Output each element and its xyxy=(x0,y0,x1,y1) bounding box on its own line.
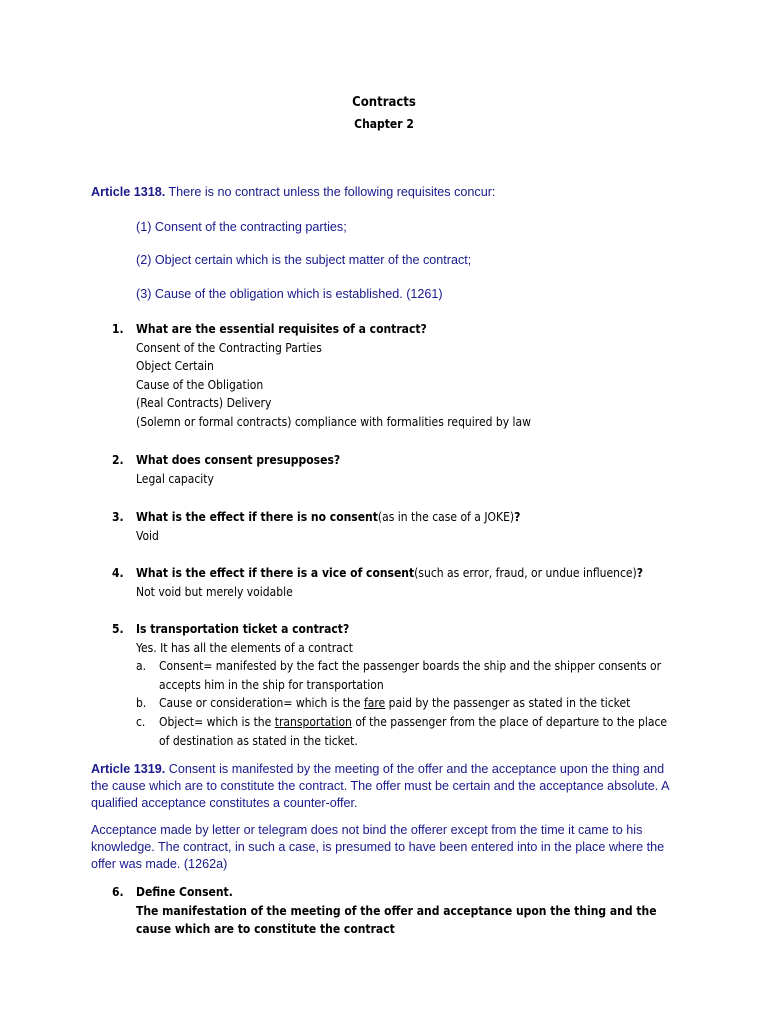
article-1318-label: Article 1318. xyxy=(91,185,166,199)
question-text: Define Consent. xyxy=(136,885,233,899)
question-4 xyxy=(112,564,672,601)
question-text-aside: (such as error, fraud, or undue influence) xyxy=(414,566,637,580)
question-text xyxy=(136,564,672,583)
answer-line: Yes. It has all the elements of a contract xyxy=(136,640,353,655)
question-number: 3. xyxy=(112,510,124,524)
list-text-post: paid by the passenger as stated in the ticket xyxy=(385,696,631,711)
article-1318-text: There is no contract unless the following requisites concur: xyxy=(165,185,496,199)
question-mark: ? xyxy=(514,510,521,524)
question-text: What does consent presupposes? xyxy=(136,453,341,467)
list-text xyxy=(159,715,667,748)
article-1319-text: Consent is manifested by the meeting of the offer and the acceptance upon the thing and the cause which are to constitute the contract. The offer must be certain and the acceptance absolute. A qualified acceptance constitutes a counter-offer. xyxy=(91,762,669,810)
answer-line: (Real Contracts) Delivery xyxy=(136,396,272,411)
list-item-a xyxy=(136,657,672,694)
article-1319 xyxy=(91,761,681,812)
article-1319-paragraph-2: Acceptance made by letter or telegram does not bind the offerer except from the time it came to his knowledge. The contract, in such a case, is presumed to have been entered into in the place where the offer was made. (1262a) xyxy=(91,823,665,871)
question-3 xyxy=(112,508,672,545)
underlined-term: fare xyxy=(363,696,386,711)
question-5 xyxy=(112,620,672,750)
list-text: Consent= manifested by the fact the passenger boards the ship and the shipper consents or accepts him in the ship for transportation xyxy=(159,659,662,692)
underlined-term: transportation xyxy=(274,714,352,729)
article-1318 xyxy=(91,184,681,201)
answer-line: Object Certain xyxy=(136,359,214,374)
question-text-bold: What is the effect if there is no consent xyxy=(136,510,378,524)
list-text-pre: Object= which is the xyxy=(159,714,275,729)
question-text: Is transportation ticket a contract? xyxy=(136,622,350,636)
list-text-post: of the passenger from the place of departure to the place of destination as stated in the ticket. xyxy=(159,714,668,748)
question-number: 1. xyxy=(112,322,124,336)
question-1 xyxy=(112,320,672,432)
document-title: Contracts xyxy=(352,95,416,110)
answer-line: Void xyxy=(136,528,159,543)
question-text xyxy=(136,508,672,527)
answer-line: Consent of the Contracting Parties xyxy=(136,340,322,355)
question-text-aside: (as in the case of a JOKE) xyxy=(377,510,515,524)
question-mark: ? xyxy=(636,566,644,580)
question-number: 4. xyxy=(112,566,124,580)
question-number: 6. xyxy=(112,885,124,899)
list-letter: b. xyxy=(136,696,147,711)
question-2 xyxy=(112,451,672,488)
answer-line: Legal capacity xyxy=(136,471,214,486)
list-letter: c. xyxy=(136,714,146,729)
list-letter: a. xyxy=(136,659,147,674)
answer-line: (Solemn or formal contracts) compliance with formalities required by law xyxy=(136,414,531,429)
article-1319-label: Article 1319. xyxy=(91,762,166,776)
question-text: What are the essential requisites of a contract? xyxy=(136,322,427,336)
question-text-bold: What is the effect if there is a vice of consent xyxy=(136,566,415,580)
requisite-1: (1) Consent of the contracting parties; xyxy=(136,220,347,234)
requisite-2: (2) Object certain which is the subject matter of the contract; xyxy=(136,253,472,267)
requisite-3: (3) Cause of the obligation which is established. (1261) xyxy=(136,287,443,301)
answer-line: Cause of the Obligation xyxy=(136,377,264,392)
answer-text: The manifestation of the meeting of the offer and acceptance upon the thing and the cause which are to constitute the contract xyxy=(136,903,657,937)
list-text xyxy=(159,696,630,710)
question-number: 2. xyxy=(112,453,124,467)
chapter-heading: Chapter 2 xyxy=(354,117,414,131)
list-item-c xyxy=(136,713,672,750)
answer-line: Not void but merely voidable xyxy=(136,584,293,599)
question-6 xyxy=(112,883,672,939)
list-text-pre: Cause or consideration= which is the xyxy=(159,696,364,711)
question-number: 5. xyxy=(112,622,124,636)
list-item-b xyxy=(136,694,672,713)
